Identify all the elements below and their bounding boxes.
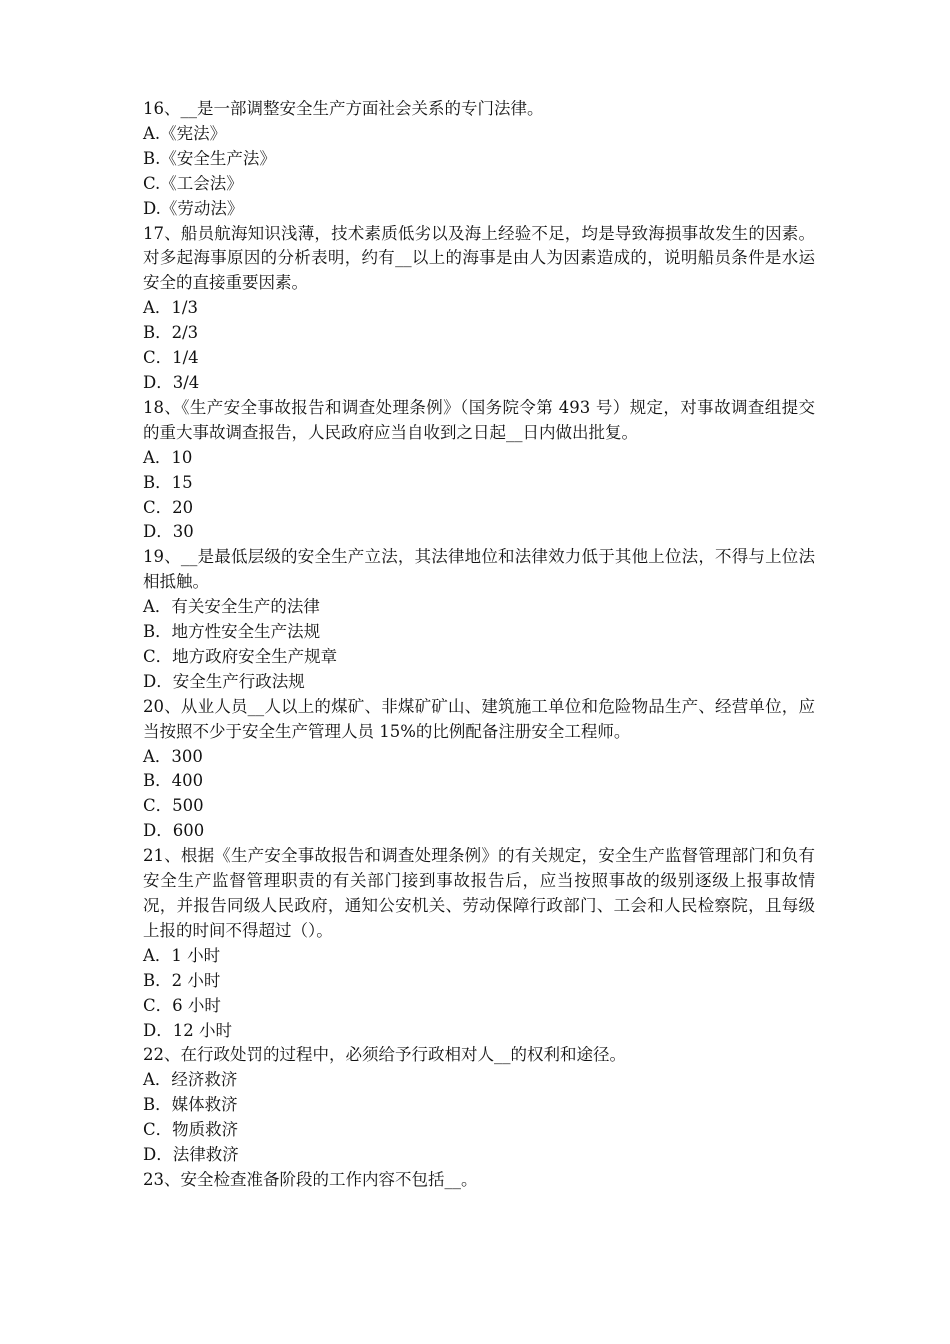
question-stem: 17、船员航海知识浅薄，技术素质低劣以及海上经验不足，均是导致海损事故发生的因素。对多起海事原因的分析表明，约有__以上的海事是由人为因素造成的，说明船员条件是水运安全的直接重要因素。 [143, 223, 815, 293]
question-stem: 16、__是一部调整安全生产方面社会关系的专门法律。 [143, 99, 544, 118]
question-16 [143, 97, 815, 222]
option-d: D．12 小时 [143, 1020, 232, 1040]
option-a: A.《宪法》 [143, 123, 227, 143]
question-19 [143, 545, 815, 694]
option-d: D．安全生产行政法规 [143, 671, 305, 691]
document-body [143, 97, 815, 1193]
option-a: A．有关安全生产的法律 [143, 597, 320, 617]
option-b: B．15 [143, 472, 193, 492]
question-22 [143, 1043, 815, 1168]
option-b: B.《安全生产法》 [143, 148, 276, 168]
question-23 [143, 1168, 815, 1193]
question-stem: 19、__是最低层级的安全生产立法，其法律地位和法律效力低于其他上位法，不得与上位法相抵触。 [143, 547, 815, 592]
option-a: A．1 小时 [143, 945, 221, 965]
option-c: C．物质救济 [143, 1120, 239, 1140]
option-d: D．3/4 [143, 372, 200, 392]
option-b: B．400 [143, 771, 204, 791]
option-b: B．地方性安全生产法规 [143, 622, 321, 642]
option-d: D．30 [143, 522, 194, 542]
option-b: B．2 小时 [143, 970, 221, 990]
option-c: C．500 [143, 796, 204, 816]
option-c: C．地方政府安全生产规章 [143, 646, 338, 666]
option-a: A．10 [143, 447, 193, 467]
question-stem: 18、《生产安全事故报告和调查处理条例》（国务院令第 493 号）规定，对事故调查组提交的重大事故调查报告，人民政府应当自收到之日起__日内做出批复。 [143, 397, 815, 442]
option-c: C.《工会法》 [143, 173, 243, 193]
option-d: D．600 [143, 821, 205, 841]
option-c: C．20 [143, 497, 194, 517]
option-b: B．2/3 [143, 323, 199, 343]
option-a: A．300 [143, 746, 203, 766]
question-20 [143, 695, 815, 844]
option-d: D．法律救济 [143, 1145, 239, 1165]
option-c: C．1/4 [143, 348, 199, 368]
question-18 [143, 396, 815, 545]
question-stem: 22、在行政处罚的过程中，必须给予行政相对人__的权利和途径。 [143, 1045, 626, 1065]
option-a: A．经济救济 [143, 1070, 238, 1090]
option-b: B．媒体救济 [143, 1095, 238, 1115]
question-21 [143, 844, 815, 1043]
question-17 [143, 222, 815, 396]
option-a: A．1/3 [143, 298, 198, 318]
question-stem: 23、安全检查准备阶段的工作内容不包括__。 [143, 1169, 478, 1189]
question-stem: 21、根据《生产安全事故报告和调查处理条例》的有关规定，安全生产监督管理部门和负有安全生产监督管理职责的有关部门接到事故报告后，应当按照事故的级别逐级上报事故情况，并报告同级人民政府，通知公安机关、劳动保障行政部门、工会和人民检察院，且每级上报的时间不得超过（）。 [143, 846, 815, 940]
option-d: D.《劳动法》 [143, 198, 244, 218]
question-stem: 20、从业人员__人以上的煤矿、非煤矿矿山、建筑施工单位和危险物品生产、经营单位，应当按照不少于安全生产管理人员 15%的比例配备注册安全工程师。 [143, 696, 815, 741]
option-c: C．6 小时 [143, 995, 221, 1015]
